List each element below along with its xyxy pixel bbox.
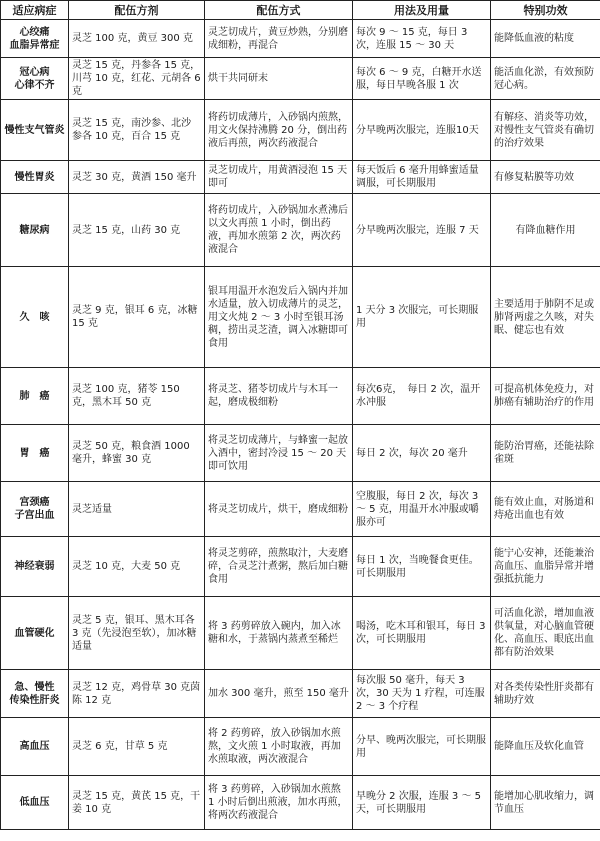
method-cell: 将药切成片，入砂锅加水煮沸后以文火再煎 1 小时，倒出药液，再加水煎第 2 次，两次药液混合 bbox=[205, 194, 353, 267]
method-cell: 将 3 药剪碎，入砂锅加水煎熬 1 小时后倒出煎液，加水再煎，将两次药液混合 bbox=[205, 776, 353, 830]
prescription-cell: 灵芝 15 克，南沙参、北沙参各 10 克，百合 15 克 bbox=[69, 100, 205, 161]
header-prescription: 配伍方剂 bbox=[69, 1, 205, 20]
effect-cell: 能增加心肌收缩力，调节血压 bbox=[491, 776, 600, 830]
prescription-cell: 灵芝 10 克，大麦 50 克 bbox=[69, 537, 205, 597]
table-row bbox=[1, 267, 600, 368]
prescription-cell: 灵芝适量 bbox=[69, 482, 205, 537]
disease-cell: 心绞痛 血脂异常症 bbox=[1, 20, 69, 58]
header-usage: 用法及用量 bbox=[353, 1, 491, 20]
disease-cell: 慢性胃炎 bbox=[1, 161, 69, 194]
disease-cell: 糖尿病 bbox=[1, 194, 69, 267]
method-cell: 灵芝切成片，用黄酒浸泡 15 天即可 bbox=[205, 161, 353, 194]
effect-cell: 可提高机体免疫力，对肺癌有辅助治疗的作用 bbox=[491, 368, 600, 425]
disease-cell: 胃 癌 bbox=[1, 425, 69, 482]
disease-cell: 宫颈癌 子宫出血 bbox=[1, 482, 69, 537]
prescription-cell: 灵芝 6 克，甘草 5 克 bbox=[69, 718, 205, 776]
prescription-cell: 灵芝 30 克，黄酒 150 毫升 bbox=[69, 161, 205, 194]
method-cell: 将灵芝切成薄片，与蜂蜜一起放入酒中，密封冷浸 15 ～ 20 天即可饮用 bbox=[205, 425, 353, 482]
header-effect: 特别功效 bbox=[491, 1, 600, 20]
effect-cell: 有降血糖作用 bbox=[491, 194, 600, 267]
usage-cell: 每日 1 次，当晚餐食更佳。可长期服用 bbox=[353, 537, 491, 597]
prescription-cell: 灵芝 15 克，黄芪 15 克，干姜 10 克 bbox=[69, 776, 205, 830]
prescription-cell: 灵芝 100 克，黄豆 300 克 bbox=[69, 20, 205, 58]
method-cell: 银耳用温开水泡发后入锅内并加水适量，放入切成薄片的灵芝，用文火炖 2 ～ 3 小时至银耳汤稠，捞出灵芝渣，调入冰糖即可食用 bbox=[205, 267, 353, 368]
usage-cell: 早晚分 2 次服，连服 3 ～ 5 天，可长期服用 bbox=[353, 776, 491, 830]
table-row bbox=[1, 100, 600, 161]
method-cell: 将 2 药剪碎，放入砂锅加水煎熬，文火煎 1 小时取液，再加水煎取液，两次液混合 bbox=[205, 718, 353, 776]
table-row bbox=[1, 597, 600, 670]
effect-cell: 能降血压及软化血管 bbox=[491, 718, 600, 776]
table-row bbox=[1, 20, 600, 58]
disease-cell: 神经衰弱 bbox=[1, 537, 69, 597]
method-cell: 将灵芝、猪苓切成片与木耳一起，磨成极细粉 bbox=[205, 368, 353, 425]
table-row bbox=[1, 537, 600, 597]
usage-cell: 每天饭后 6 毫升用蜂蜜适量调服，可长期服用 bbox=[353, 161, 491, 194]
effect-cell: 可活血化淤，增加血液供氧量，对心脑血管硬化、高血压、眼底出血都有防治效果 bbox=[491, 597, 600, 670]
disease-cell: 久 咳 bbox=[1, 267, 69, 368]
disease-cell: 血管硬化 bbox=[1, 597, 69, 670]
disease-cell: 肺 癌 bbox=[1, 368, 69, 425]
effect-cell: 能有效止血，对肠道和痔疮出血也有效 bbox=[491, 482, 600, 537]
usage-cell: 喝汤，吃木耳和银耳，每日 3 次，可长期服用 bbox=[353, 597, 491, 670]
usage-cell: 每次 9 ～ 15 克，每日 3 次，连服 15 ～ 30 天 bbox=[353, 20, 491, 58]
usage-cell: 每次 6 ～ 9 克，白糖开水送服，每日早晚各服 1 次 bbox=[353, 58, 491, 100]
method-cell: 将灵芝剪碎，煎熬取汁，大麦磨碎，合灵芝汁煮粥，熬后加白糖食用 bbox=[205, 537, 353, 597]
usage-cell: 分早晚两次服完，连服 7 天 bbox=[353, 194, 491, 267]
table-row bbox=[1, 776, 600, 830]
disease-cell: 慢性支气管炎 bbox=[1, 100, 69, 161]
header-disease: 适应病症 bbox=[1, 1, 69, 20]
prescription-cell: 灵芝 15 克，山药 30 克 bbox=[69, 194, 205, 267]
prescription-cell: 灵芝 50 克，粮食酒 1000 毫升，蜂蜜 30 克 bbox=[69, 425, 205, 482]
prescription-cell: 灵芝 5 克，银耳、黑木耳各 3 克（先浸泡至软），加冰糖适量 bbox=[69, 597, 205, 670]
effect-cell: 能活血化淤，有效预防冠心病。 bbox=[491, 58, 600, 100]
usage-cell: 每日 2 次，每次 20 毫升 bbox=[353, 425, 491, 482]
header-method: 配伍方式 bbox=[205, 1, 353, 20]
table-row bbox=[1, 58, 600, 100]
table-row bbox=[1, 194, 600, 267]
disease-cell: 高血压 bbox=[1, 718, 69, 776]
prescription-cell: 灵芝 12 克，鸡骨草 30 克茵陈 12 克 bbox=[69, 670, 205, 718]
disease-cell: 冠心病 心律不齐 bbox=[1, 58, 69, 100]
usage-cell: 每次6克， 每日 2 次，温开水冲服 bbox=[353, 368, 491, 425]
disease-cell: 急、慢性 传染性肝炎 bbox=[1, 670, 69, 718]
effect-cell: 对各类传染性肝炎都有辅助疗效 bbox=[491, 670, 600, 718]
header-row bbox=[1, 1, 600, 20]
usage-cell: 空腹服，每日 2 次，每次 3 ～ 5 克，用温开水冲服或嚼服亦可 bbox=[353, 482, 491, 537]
table-row bbox=[1, 670, 600, 718]
prescription-cell: 灵芝 100 克，猪苓 150 克，黑木耳 50 克 bbox=[69, 368, 205, 425]
effect-cell: 主要适用于肺阴不足或肺肾两虚之久咳，对失眠、健忘也有效 bbox=[491, 267, 600, 368]
prescription-cell: 灵芝 9 克，银耳 6 克，冰糖 15 克 bbox=[69, 267, 205, 368]
usage-cell: 1 天分 3 次服完，可长期服用 bbox=[353, 267, 491, 368]
usage-cell: 分早晚两次服完，连服10天 bbox=[353, 100, 491, 161]
usage-cell: 分早、晚两次服完，可长期服用 bbox=[353, 718, 491, 776]
table-row bbox=[1, 368, 600, 425]
method-cell: 灵芝切成片，黄豆炒熟，分别磨成细粉，再混合 bbox=[205, 20, 353, 58]
table-row bbox=[1, 161, 600, 194]
method-cell: 烘干共同研末 bbox=[205, 58, 353, 100]
effect-cell: 能降低血液的粘度 bbox=[491, 20, 600, 58]
table-row bbox=[1, 718, 600, 776]
effect-cell: 有修复粘膜等功效 bbox=[491, 161, 600, 194]
prescription-cell: 灵芝 15 克，丹参各 15 克，川芎 10 克，红花、元胡各 6 克 bbox=[69, 58, 205, 100]
effect-cell: 能防治胃癌，还能祛除雀斑 bbox=[491, 425, 600, 482]
method-cell: 将药切成薄片，入砂锅内煎熬，用文火保持沸腾 20 分，倒出药液后再煎，两次药液混合 bbox=[205, 100, 353, 161]
table-row bbox=[1, 425, 600, 482]
method-cell: 加水 300 毫升，煎至 150 毫升 bbox=[205, 670, 353, 718]
usage-cell: 每次服 50 毫升，每天 3 次，30 天为 1 疗程，可连服 2 ～ 3 个疗程 bbox=[353, 670, 491, 718]
method-cell: 将灵芝切成片，烘干，磨成细粉 bbox=[205, 482, 353, 537]
method-cell: 将 3 药剪碎放入碗内，加入冰糖和水，于蒸锅内蒸煮至稀烂 bbox=[205, 597, 353, 670]
disease-cell: 低血压 bbox=[1, 776, 69, 830]
effect-cell: 有解痉、消炎等功效，对慢性支气管炎有确切的治疗效果 bbox=[491, 100, 600, 161]
table-row bbox=[1, 482, 600, 537]
effect-cell: 能宁心安神，还能兼治高血压、血脂异常并增强抵抗能力 bbox=[491, 537, 600, 597]
